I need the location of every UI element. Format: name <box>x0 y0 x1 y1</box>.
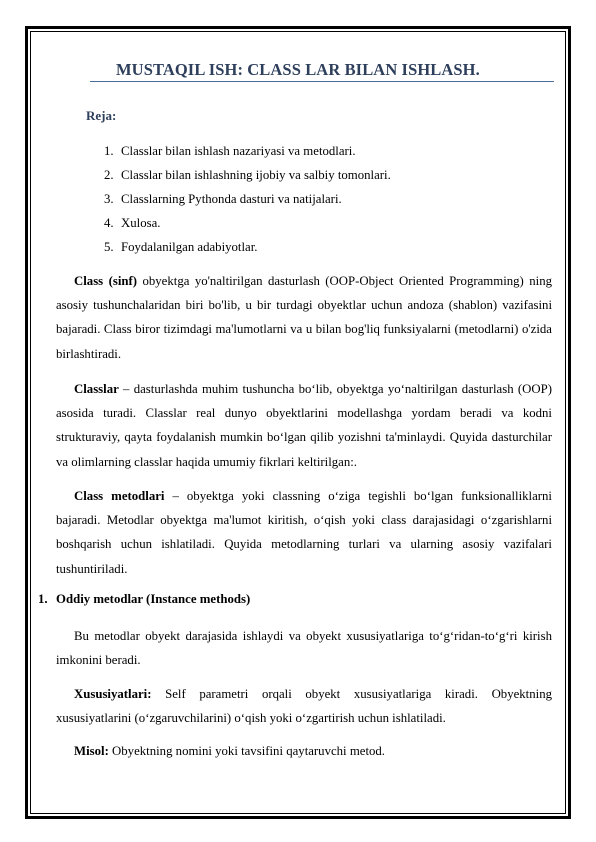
section-title: Oddiy metodlar (Instance methods) <box>56 592 251 606</box>
plan-item-number: 2. <box>104 168 114 182</box>
paragraph-class-definition <box>56 269 552 366</box>
plan-item <box>104 215 391 239</box>
paragraph-text: – obyektga yoki classning o‘ziga tegishli bo‘lgan funksionalliklarni bajaradi. Metodlar obyektga ma'lumot kiritish, o‘qish yoki class darajasidagi o‘zgarishlarni boshqarish uchun ishlatiladi. Quyida metodlarning turlari va ularning asosiy vazifalari tushuntiriladi. <box>56 489 552 576</box>
plan-item-text: Foydalanilgan adabiyotlar. <box>121 240 258 254</box>
term-class-sinf: Class (sinf) <box>74 274 138 288</box>
document-title: MUSTAQIL ISH: CLASS LAR BILAN ISHLASH. <box>116 60 480 79</box>
paragraph-text: – dasturlashda muhim tushuncha bo‘lib, obyektga yo‘naltirilgan dasturlash (OOP) asosida turadi. Classlar real dunyo obyektlarini modellashga yordam beradi va kodni strukturaviy, qayta foydalanish mumkin bo‘lgan qilib yozishni ta'minlaydi. Quyida dasturchilar va olimlarning classlar haqida umumiy fikrlari keltirilgan:. <box>56 382 552 469</box>
section-number: 1. <box>38 592 48 606</box>
paragraph-instance-intro <box>56 624 552 672</box>
plan-heading: Reja: <box>86 108 117 123</box>
plan-item-text: Xulosa. <box>121 216 161 230</box>
plan-list <box>104 143 391 263</box>
plan-item-number: 3. <box>104 192 114 206</box>
paragraph-text: Obyektning nomini yoki tavsifini qaytaruvchi metod. <box>108 744 386 758</box>
term-classlar: Classlar <box>74 382 119 396</box>
paragraph-classlar <box>56 377 552 474</box>
term-xususiyatlari: Xususiyatlari: <box>74 687 152 701</box>
plan-item <box>104 239 391 263</box>
plan-item <box>104 167 391 191</box>
term-class-metodlari: Class metodlari <box>74 489 165 503</box>
plan-item-number: 5. <box>104 240 114 254</box>
paragraph-text: Bu metodlar obyekt darajasida ishlaydi va obyekt xususiyatlariga to‘g‘ridan-to‘g‘ri kirish imkonini beradi. <box>56 629 552 668</box>
paragraph-text: Self parametri orqali obyekt xususiyatlariga kiradi. Obyektning xususiyatlarini (o‘zgaruvchilarini) o‘qish yoki o‘zgartirish uchun ishlatiladi. <box>56 687 552 726</box>
plan-item-text: Classlar bilan ishlash nazariyasi va metodlari. <box>121 144 356 158</box>
plan-item-number: 4. <box>104 216 114 230</box>
plan-item-number: 1. <box>104 144 114 158</box>
plan-item <box>104 191 391 215</box>
plan-item-text: Classlarning Pythonda dasturi va natijalari. <box>121 192 342 206</box>
paragraph-text: obyektga yo'naltirilgan dasturlash (OOP-Object Oriented Programming) ning asosiy tushunchalaridan biri bo'lib, u bir turdagi obyektlar uchun andoza (shablon) vazifasini bajaradi. Class biror tizimdagi ma'lumotlarni va u bilan bog'liq funksiyalarni (metodlarni) o'zida birlashtiradi. <box>56 274 553 361</box>
paragraph-xususiyatlari <box>56 682 552 730</box>
title-underline <box>90 81 554 82</box>
paragraph-misol <box>56 739 552 763</box>
plan-item-text: Classlar bilan ishlashning ijobiy va salbiy tomonlari. <box>121 168 391 182</box>
term-misol: Misol: <box>74 744 109 758</box>
plan-item <box>104 143 391 167</box>
section-heading-instance-methods <box>38 592 250 607</box>
paragraph-class-metodlari <box>56 484 552 581</box>
